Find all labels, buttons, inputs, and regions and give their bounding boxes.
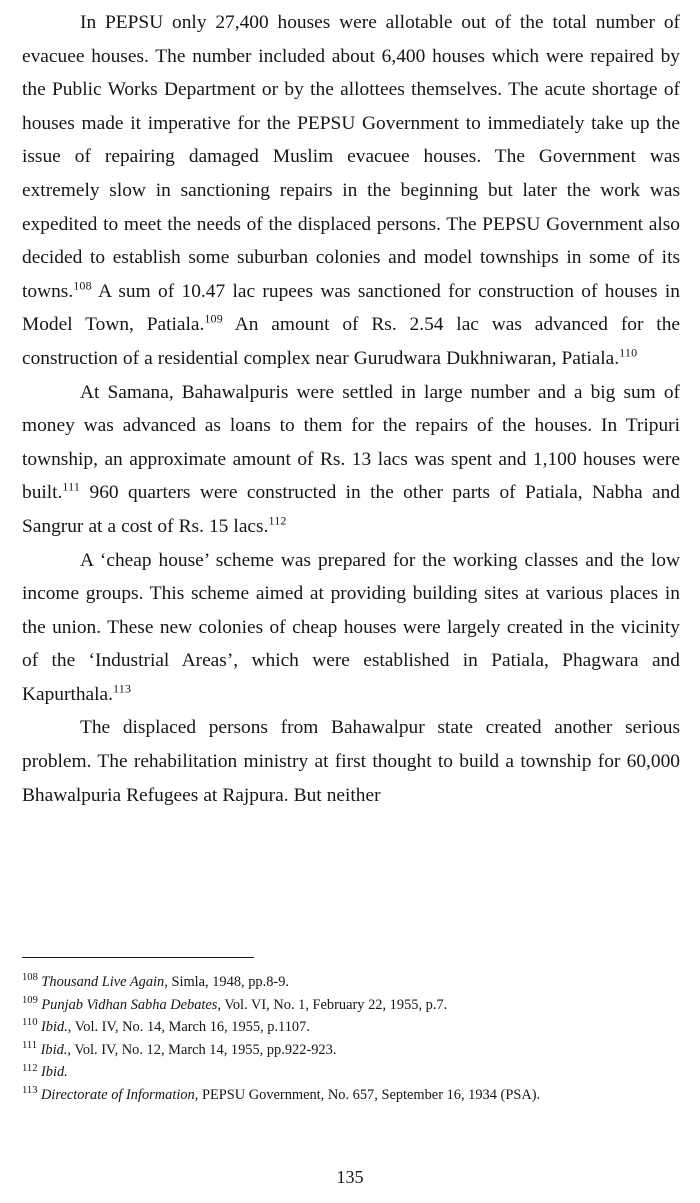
footnote-number: 108 [22,972,38,984]
paragraph-1: In PEPSU only 27,400 houses were allotable out of the total number of evacuee houses. The number included about 6,400 houses which were repaired by the Public Works Department or by the allottees themselves. The acute shortage of houses made it imperative for the PEPSU Government to immediately take up the issue of repairing damaged Muslim evacuee houses. The Government was extremely slow in sanctioning repairs in the beginning but later the work was expedited to meet the needs of the displaced persons. The PEPSU Government also decided to establish some suburban colonies and model townships in some of its towns.$^{108}$ A sum of 10.47 lac rupees was sanctioned for construction of houses in Model Town, Patiala.$^{109}$ An amount of Rs. 2.54 lac was advanced for the construction of a residential complex near Gurudwara Dukhniwaran, Patiala.$^{110}$ [22,12,680,369]
footnote-number: 110 [22,1017,38,1029]
footnote-marker[interactable]: 111 [62,479,81,494]
footnote-item [22,1040,680,1062]
footnote-item [22,1017,680,1039]
footnote-number: 109 [22,994,38,1006]
footnote-title: Thousand Live Again [41,974,165,990]
footnotes-section [22,957,680,1108]
footnote-title: Ibid. [41,1064,68,1081]
footnote-item [22,995,680,1017]
footnote-detail: , PEPSU Government, No. 657, September 16, 1934 (PSA). [194,1086,541,1103]
footnote-marker[interactable]: 112 [268,513,287,528]
footnote-detail: , Vol. VI, No. 1, February 22, 1955, p.7. [217,996,448,1013]
footnote-item [22,1085,680,1107]
footnote-title: Ibid. [41,1019,68,1036]
footnote-marker[interactable]: 108 [73,278,92,293]
footnote-number: 111 [22,1039,38,1051]
page-number: 135 [336,1167,364,1187]
footnote-separator-rule [22,957,254,958]
footnote-detail: , Simla, 1948, pp.8-9. [164,974,289,990]
footnote-marker[interactable]: 109 [204,311,223,326]
footnote-detail: , Vol. IV, No. 12, March 14, 1955, pp.922-923. [67,1041,337,1058]
paragraph-4: The displaced persons from Bahawalpur state created another serious problem. The rehabilitation ministry at first thought to build a township for 60,000 Bhawalpuria Refugees at Rajpura. But neither [22,717,680,806]
footnote-number: 112 [22,1062,38,1074]
footnote-item [22,1062,680,1084]
footnote-title: Ibid. [40,1041,68,1058]
paragraph-2: At Samana, Bahawalpuris were settled in large number and a big sum of money was advanced as loans to them for the repairs of the houses. In Tripuri township, an approximate amount of Rs. 13 lacs was spent and 1,100 houses were built.$^{111}$ 960 quarters were constructed in the other parts of Patiala, Nabha and Sangrur at a cost of Rs. 15 lacs.$^{112}$ [22,381,680,537]
footnote-title: Punjab Vidhan Sabha Debates [41,996,218,1013]
footnote-marker[interactable]: 113 [113,681,132,696]
footnote-title: Directorate of Information [41,1086,195,1103]
footnote-detail: , Vol. IV, No. 14, March 16, 1955, p.1107. [67,1019,310,1036]
footnote-number: 113 [22,1085,38,1097]
footnote-marker[interactable]: 110 [619,345,638,360]
paragraph-3: A ‘cheap house’ scheme was prepared for the working classes and the low income groups. This scheme aimed at providing building sites at various places in the union. These new colonies of cheap houses were largely created in the vicinity of the ‘Industrial Areas’, which were established in Patiala, Phagwara and Kapurthala.$^{113}$ [22,549,680,705]
body-text-block [22,6,680,812]
footnote-item [22,972,680,994]
